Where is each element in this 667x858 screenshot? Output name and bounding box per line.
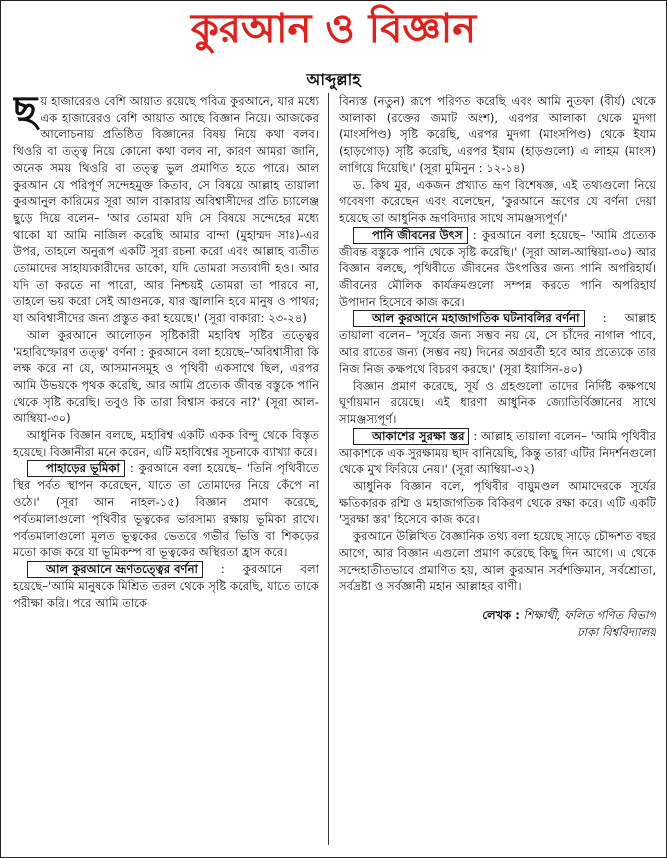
- right-column: [339, 93, 656, 845]
- mountains-text: : কুরআনে বলা হয়েছে– 'তিনি পৃথিবীতে স্থির পর্বত স্থাপন করেছেন, যাতে তা তোমাদের নিয়ে কেঁপে না ওঠে।' (সূরা আন নাহল-১৫) বিজ্ঞান প্রমাণ করেছে, পর্বতমালাগুলো পৃথিবীর ভূত্বকের ভারসাম্য রক্ষায় ভূমিকা রাখে। পর্বতমালাগুলো মূলত ভূত্বকের ভেতরে গভীর ভিত্তি বা শিকড়ের মতো কাজ করে যা ভূমিকম্প বা ভূত্বকের অস্থিরতা হ্রাস করে।: [13, 461, 319, 560]
- sky-paragraph: [339, 428, 656, 478]
- intro-paragraph: [13, 93, 319, 327]
- conclusion-paragraph: কুরআনে উল্লিখিত বৈজ্ঞানিক তথ্য বলা হয়েছে সাড়ে চৌদ্দশত বছর আগে, আর বিজ্ঞান এগুলো প্রমাণ করেছে কিছু দিন আগে। এ থেকে সন্দেহাতীতভাবে প্রমাণিত হয়, আল কুরআন সর্বশক্তিমান, সর্বশ্রোতা, সর্বদ্রষ্টা ও সর্বজ্ঞানী মহান আল্লাহর বাণী।: [339, 529, 656, 594]
- mountains-heading: পাহাড়ের ভূমিকা: [27, 460, 125, 477]
- water-paragraph: [339, 227, 656, 311]
- orbits-paragraph: বিজ্ঞান প্রমাণ করেছে, সূর্য ও গ্রহগুলো তাদের নির্দিষ্ট কক্ষপথে ঘূর্ণায়মান রয়েছে। এই ধারণা আধুনিক জ্যোতির্বিজ্ঞানের সাথে সামঞ্জস্যপূর্ণ।: [339, 378, 656, 426]
- modern-science-paragraph: আধুনিক বিজ্ঞান বলছে, মহাবিশ্ব একটি একক বিন্দু থেকে বিস্তৃত হয়েছে। বিজ্ঞানীরা মনে করেন, এটি মহাবিশ্বের সূচনাকে ব্যাখ্যা করে।: [13, 428, 319, 459]
- water-heading: পানি জীবনের উৎস: [353, 227, 468, 244]
- cosmic-heading: আল কুরআনে মহাজাগতিক ঘটনাবলির বর্ণনা: [353, 310, 585, 327]
- drop-cap: ছ: [13, 93, 38, 134]
- atmosphere-paragraph: আধুনিক বিজ্ঞান বলে, পৃথিবীর বায়ুমণ্ডল আমাদেরকে সূর্যের ক্ষতিকারক রশ্মি ও মহাজাগতিক বিকিরণ থেকে রক্ষা করে। এটি একটি 'সুরক্ষা স্তর' হিসেবে কাজ করে।: [339, 479, 656, 527]
- writer-credit: [339, 607, 656, 641]
- cosmic-paragraph: [339, 310, 656, 377]
- big-bang-paragraph: আল কুরআনে আলোড়ন সৃষ্টিকারী মহাবিশ্ব সৃষ্টির তত্ত্বের 'মহাবিস্ফোরণ তত্ত্ব' বর্ণনা : কুরআনে বলা হয়েছে–'অবিশ্বাসীরা কি লক্ষ করে না যে, আসমানসমূহ ও পৃথিবী একসাথে ছিল, এরপর আমি উভয়কে পৃথক করেছি, আর আমি প্রত্যেক জীবন্ত বস্তুকে পানি থেকে সৃষ্টি করেছি। তবুও কি তারা বিশ্বাস করবে না?' (সূরা আল-আম্বিয়া-৩০): [13, 327, 319, 426]
- article-author: আব্দুল্লাহ: [306, 70, 361, 89]
- keith-moore-paragraph: ড. কিথ মুর, একজন প্রখ্যাত ভ্রূণ বিশেষজ্ঞ, এই তথ্যগুলো নিয়ে গবেষণা করেছেন এবং বলেছেন, 'কুরআনে ভ্রূণের যে বর্ণনা দেয়া হয়েছে তা আধুনিক ভ্রূণবিদ্যার সাথে সামঞ্জস্যপূর্ণ।': [339, 177, 656, 225]
- left-column: [13, 93, 319, 845]
- embryology-paragraph: [13, 561, 319, 611]
- embryology-text: : কুরআনে বলা হয়েছে–'আমি মানুষকে মিশ্রিত তরল থেকে সৃষ্টি করেছি, যাতে তাকে পরীক্ষা করি। পরে আমি তাকে: [13, 561, 319, 610]
- embryology-heading: আল কুরআনে ভ্রূণতত্ত্বের বর্ণনা: [27, 561, 203, 578]
- cosmic-text: : আল্লাহ তায়ালা বলেন– 'সূর্যের জন্য সম্ভব নয় যে, সে চাঁদের নাগাল পাবে, আর রাতের জন্য (সম্ভব নয়) দিনের অগ্রবর্তী হবে আর প্রত্যেকে তার নিজ নিজ কক্ষপথে বিচরণ করছে।' (সূরা ইয়াসিন-৪০): [339, 311, 656, 376]
- article-title: কুরআন ও বিজ্ঞান: [190, 5, 477, 52]
- mountains-paragraph: [13, 460, 319, 561]
- writer-university: ঢাকা বিশ্ববিদ্যালয়: [577, 624, 656, 639]
- column-divider: [328, 93, 329, 845]
- intro-text: য় হাজারেরও বেশি আয়াত রয়েছে পবিত্র কুরআনে, যার মধ্যে এক হাজারেরও বেশি আয়াত আছে বিজ্ঞান নিয়ে। আজকের আলোচনায় প্রতিষ্ঠিত বিজ্ঞানের বিষয় নিয়ে কথা বলব। থিওরি বা তত্ত্ব নিয়ে কোনো কথা বলব না, কারণ আমরা জানি, অনেক সময় থিওরি বা তত্ত্ব ভুল প্রমাণিত হতে পারে। আল কুরআন যে পরিপূর্ণ সন্দেহমুক্ত কিতাব, সে বিষয়ে আল্লাহ তায়ালা কুরআনুল কারিমের সূরা আল বাকারায় অবিশ্বাসীদের প্রতি চ্যালেঞ্জ ছুড়ে দিয়ে বলেন– 'আর তোমরা যদি সে বিষয়ে সন্দেহের মধ্যে থাকো যা আমি নাজিল করেছি আমার বান্দা (মুহাম্মদ সাঃ)-এর উপর, তাহলে অনুরূপ একটি সূরা রচনা করো এবং আল্লাহ ব্যতীত তোমাদের সাহায্যকারীদের ডাকো, যদি তোমরা সত্যবাদী হও। আর যদি তা করতে না পারো, আর নিশ্চয়ই তোমরা তা পারবে না, তাহলে ভয় করো সেই আগুনকে, যার জ্বালানি হবে মানুষ ও পাথর; যা অবিশ্বাসীদের জন্য প্রস্তুত করা হয়েছে।' (সূরা বাকারা: ২৩-২৪): [13, 94, 319, 326]
- sky-text: : আল্লাহ তায়ালা বলেন– 'আমি পৃথিবীর আকাশকে এক সুরক্ষাময় ছাদ বানিয়েছি, কিন্তু তারা এটির নিদর্শনগুলো থেকে মুখ ফিরিয়ে নেয়।' (সূরা আম্বিয়া-৩২): [339, 428, 656, 477]
- writer-label: লেখক :: [482, 607, 520, 622]
- sky-heading: আকাশের সুরক্ষা স্তর: [353, 428, 469, 445]
- embryology-continued-paragraph: বিন্যস্ত (নতুন) রূপে পরিণত করেছি এবং আমি নুতফা (বীর্য) থেকে আলাকা (রক্তের জমাট অংশ), এরপর আলাকা থেকে মুদগা (মাংসপিণ্ড) সৃষ্টি করেছি, এরপর মুদগা (মাংসপিণ্ড) থেকে ইযাম (হাড়গোড়) সৃষ্টি করেছি, এরপর ইযাম (হাড়গুলো) এ লাহম (মাংস) লাগিয়ে দিয়েছি।' (সূরা মুমিনুন : ১২-১৪): [339, 94, 656, 175]
- writer-affiliation: শিক্ষার্থী, ফলিত গণিত বিভাগ: [523, 607, 656, 622]
- water-text: : কুরআনে বলা হয়েছে– 'আমি প্রত্যেক জীবন্ত বস্তুকে পানি থেকে সৃষ্টি করেছি।' (সূরা আল-আম্বিয়া-৩০) আর বিজ্ঞান বলছে, পৃথিবীতে জীবনের উৎপত্তির জন্য পানি অপরিহার্য। জীবনের মৌলিক কার্যক্রমগুলো সম্পন্ন করতে পানি অপরিহার্য উপাদান হিসেবে কাজ করে।: [339, 227, 656, 309]
